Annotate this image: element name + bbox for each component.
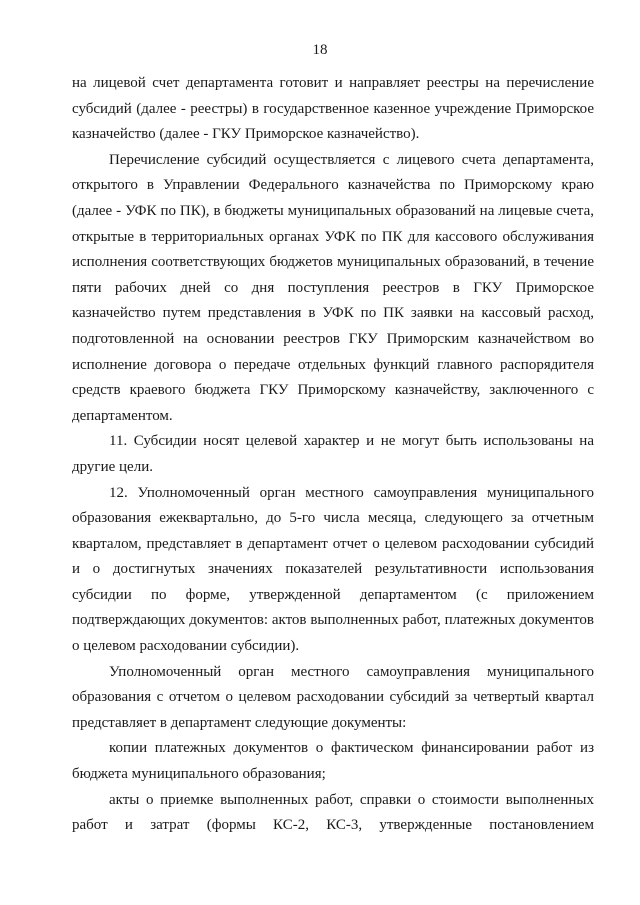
paragraph-acceptance-acts: акты о приемке выполненных работ, справки о стоимости выполненных работ и затрат (формы КС-2, КС-3, утвержденные постановлением [72,791,594,834]
paragraph-item-11: 11. Субсидии носят целевой характер и не могут быть использованы на другие цели. [72,433,594,475]
paragraph-item-12: 12. Уполномоченный орган местного самоуправления муниципального образования ежеквартально, до 5-го числа месяца, следующего за отчетным кварталом, представляет в департамент отчет о целевом расходовании субсидий и о достигнутых значениях показателей результативности использования субсидии по форме, утвержденной департаментом (с приложением подтверждающих документов: актов выполненных работ, платежных документов о целевом расходовании субсидии). [72,484,594,655]
paragraph-subsidy-transfer: Перечисление субсидий осуществляется с лицевого счета департамента, открытого в Управлении Федерального казначейства по Приморскому краю (далее - УФК по ПК), в бюджеты муниципальных образований на лицевые счета, открытые в территориальных органах УФК по ПК для кассового обслуживания исполнения соответствующих бюджетов муниципальных образований, в течение пяти рабочих дней со дня поступления реестров в ГКУ Приморское казначейство путем представления в УФК по ПК заявки на кассовый расход, подготовленной на основании реестров ГКУ Приморским казначейством во исполнение договора о передаче отдельных функций главного распорядителя средств краевого бюджета ГКУ Приморскому казначейству, заключенного с департаментом. [72,151,594,424]
page-number: 18 [312,42,328,58]
paragraph-continuation: на лицевой счет департамента готовит и направляет реестры на перечисление субсидий (далее - реестры) в государственное казенное учреждение Приморское казначейство (далее - ГКУ Приморское казначейство). [72,75,594,143]
document-body [72,71,594,839]
paragraph-payment-copies: копии платежных документов о фактическом финансировании работ из бюджета муниципального образования; [72,740,594,783]
paragraph-fourth-quarter-report: Уполномоченный орган местного самоуправления муниципального образования с отчетом о целевом расходовании субсидий за четвертый квартал представляет в департамент следующие документы: [72,663,594,731]
